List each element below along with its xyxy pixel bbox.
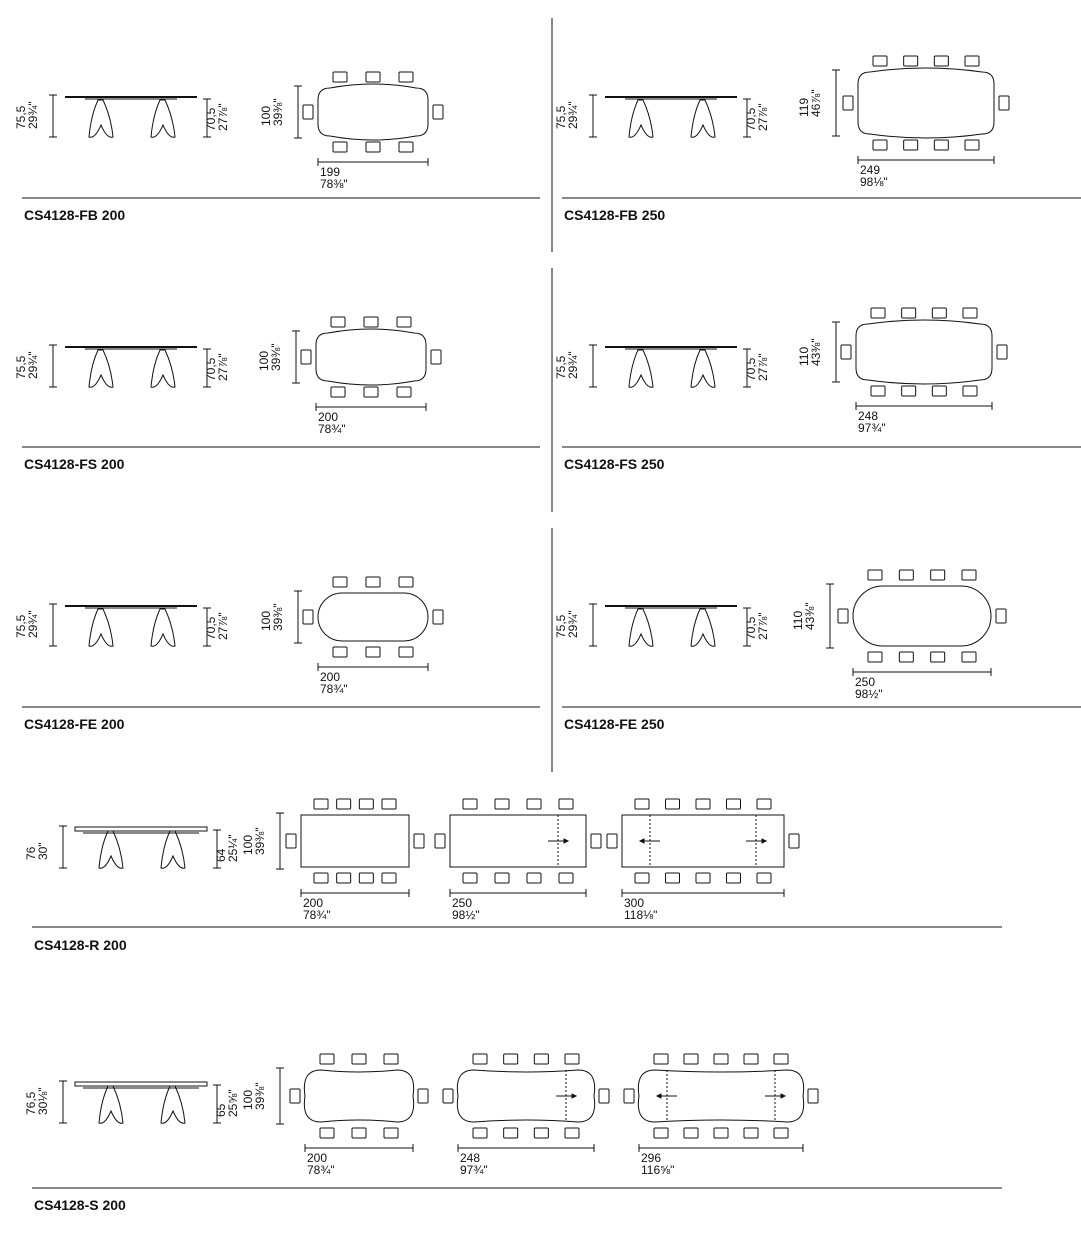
chair-symbol [495,873,509,883]
chair-symbol [838,609,848,623]
product-code-title: CS4128-FE 200 [24,716,125,732]
chair-symbol [963,386,977,396]
chair-symbol [843,96,853,110]
length-label-metric: 248 [858,409,879,423]
chair-symbol [744,1054,758,1064]
length-label-imperial: 97¾" [858,421,886,435]
length-label-imperial: 116⅝" [641,1163,675,1177]
chair-symbol [999,96,1009,110]
chair-symbol [333,577,347,587]
chair-symbol [714,1128,728,1138]
leg-height-label-metric: 70,5 [204,357,218,381]
table-top [75,1082,207,1086]
total-height-label-imperial: 29¾" [566,101,580,129]
chair-symbol [333,647,347,657]
product-code-title: CS4128-FE 250 [564,716,665,732]
leg-height-label-metric: 65 [214,1103,228,1117]
length-label-metric: 200 [318,410,339,424]
table-width-label-imperial: 43⅜" [803,602,817,630]
extension-arrowhead [762,839,766,843]
product-code-title: CS4128-R 200 [34,937,127,953]
total-height-label-metric: 75,5 [554,105,568,129]
product-panel-1 [14,72,540,223]
product-panel-8 [24,1054,1002,1213]
table-leg-2 [151,100,175,137]
table-plan-outline [856,320,992,384]
chair-symbol [384,1128,398,1138]
chair-symbol [333,72,347,82]
product-code-title: CS4128-FS 200 [24,456,125,472]
extension-arrowhead [781,1094,785,1098]
table-width-label-imperial: 39⅜" [253,827,267,855]
length-label-imperial: 78¾" [303,908,331,922]
chair-symbol [599,1089,609,1103]
product-panel-7 [24,799,1002,953]
chair-symbol [320,1128,334,1138]
chair-symbol [757,799,771,809]
leg-height-label-metric: 70,5 [744,357,758,381]
total-height-label-metric: 76,5 [24,1091,38,1115]
table-leg-1 [629,350,653,387]
product-panel-5 [14,577,540,732]
chair-symbol [696,799,710,809]
product-code-title: CS4128-FS 250 [564,456,665,472]
chair-symbol [624,1089,634,1103]
product-panel-6 [554,570,1081,732]
table-width-label-metric: 110 [797,346,811,366]
length-label-metric: 296 [641,1151,662,1165]
chair-symbol [873,56,887,66]
chair-symbol [504,1128,518,1138]
chair-symbol [727,799,741,809]
total-height-label-imperial: 30" [36,842,50,860]
chair-symbol [899,570,913,580]
total-height-label-imperial: 29¾" [566,351,580,379]
chair-symbol [384,1054,398,1064]
leg-height-label-imperial: 27⅞" [756,612,770,640]
length-label-metric: 200 [303,896,324,910]
table-plan-outline [301,815,409,867]
total-height-label-imperial: 29¾" [26,101,40,129]
table-width-label-metric: 100 [259,610,273,631]
total-height-label-imperial: 29¾" [26,351,40,379]
length-label-metric: 300 [624,896,645,910]
table-width-label-imperial: 39⅜" [253,1082,267,1110]
table-width-label-metric: 100 [241,834,255,855]
leg-height-label-imperial: 25⅝" [226,1089,240,1117]
total-height-label-metric: 75,5 [14,614,28,638]
chair-symbol [871,308,885,318]
leg-height-label-metric: 70,5 [744,616,758,640]
chair-symbol [714,1054,728,1064]
chair-symbol [418,1089,428,1103]
table-leg-2 [691,350,715,387]
chair-symbol [337,873,351,883]
table-width-label-imperial: 46⅞" [809,89,823,117]
length-label-metric: 200 [320,670,341,684]
total-height-label-imperial: 29¾" [566,610,580,638]
chair-symbol [397,317,411,327]
chair-symbol [904,140,918,150]
chair-symbol [559,799,573,809]
product-panel-4 [554,308,1081,472]
length-label-metric: 200 [307,1151,328,1165]
total-height-label-metric: 76 [24,846,38,860]
chair-symbol [382,873,396,883]
chair-symbol [286,834,296,848]
chair-symbol [684,1054,698,1064]
table-plan-outline [318,84,428,140]
chair-symbol [473,1054,487,1064]
length-label-metric: 199 [320,165,341,179]
leg-height-label-metric: 70,5 [204,616,218,640]
chair-symbol [303,610,313,624]
chair-symbol [534,1054,548,1064]
chair-symbol [495,799,509,809]
chair-symbol [303,105,313,119]
chair-symbol [366,72,380,82]
chair-symbol [366,577,380,587]
chair-symbol [565,1054,579,1064]
table-leg-2 [151,609,175,646]
chair-symbol [635,873,649,883]
chair-symbol [366,647,380,657]
table-width-label-metric: 110 [791,610,805,630]
table-leg-1 [99,1086,123,1123]
chair-symbol [399,142,413,152]
chair-symbol [904,56,918,66]
chair-symbol [774,1054,788,1064]
chair-symbol [899,652,913,662]
chair-symbol [534,1128,548,1138]
length-label-imperial: 78¾" [320,682,348,696]
table-width-label-imperial: 39⅜" [271,98,285,126]
chair-symbol [559,873,573,883]
leg-height-label-imperial: 27⅞" [756,103,770,131]
product-code-title: CS4128-S 200 [34,1197,126,1213]
chair-symbol [331,387,345,397]
chair-symbol [666,799,680,809]
chair-symbol [359,873,373,883]
leg-height-label-metric: 70,5 [744,107,758,131]
length-label-metric: 250 [855,675,876,689]
leg-height-label-imperial: 27⅞" [216,103,230,131]
chair-symbol [399,72,413,82]
chair-symbol [463,873,477,883]
table-leg-1 [89,609,113,646]
chair-symbol [962,570,976,580]
chair-symbol [607,834,617,848]
length-label-imperial: 98½" [855,687,883,701]
table-plan-outline [858,68,994,138]
table-leg-1 [629,100,653,137]
length-label-imperial: 98½" [452,908,480,922]
chair-symbol [902,308,916,318]
chair-symbol [934,140,948,150]
chair-symbol [290,1089,300,1103]
total-height-label-imperial: 30⅛" [36,1087,50,1115]
chair-symbol [868,570,882,580]
chair-symbol [902,386,916,396]
length-label-imperial: 78¾" [307,1163,335,1177]
chair-symbol [666,873,680,883]
length-label-imperial: 97¾" [460,1163,488,1177]
chair-symbol [965,56,979,66]
table-width-label-metric: 100 [259,105,273,126]
chair-symbol [364,387,378,397]
extension-arrowhead [572,1094,576,1098]
chair-symbol [433,105,443,119]
chair-symbol [997,345,1007,359]
table-leg-1 [629,609,653,646]
chair-symbol [873,140,887,150]
chair-symbol [868,652,882,662]
product-panel-2 [554,56,1081,223]
chair-symbol [333,142,347,152]
chair-symbol [931,652,945,662]
leg-height-label-metric: 70,5 [204,107,218,131]
table-width-label-metric: 100 [241,1089,255,1110]
table-plan-outline [316,329,426,385]
chair-symbol [433,610,443,624]
total-height-label-metric: 75,5 [14,105,28,129]
chair-symbol [684,1128,698,1138]
table-leg-2 [691,100,715,137]
table-plan-outline [304,1070,413,1122]
leg-height-label-imperial: 25¼" [226,834,240,862]
chair-symbol [504,1054,518,1064]
chair-symbol [359,799,373,809]
length-label-imperial: 98⅛" [860,175,888,189]
table-width-label-metric: 100 [257,350,271,371]
chair-symbol [443,1089,453,1103]
length-label-imperial: 118⅛" [624,908,658,922]
total-height-label-metric: 75,5 [554,355,568,379]
table-width-label-imperial: 39⅜" [271,603,285,631]
total-height-label-metric: 75,5 [554,614,568,638]
total-height-label-imperial: 29¾" [26,610,40,638]
chair-symbol [565,1128,579,1138]
chair-symbol [841,345,851,359]
length-label-metric: 249 [860,163,881,177]
chair-symbol [871,386,885,396]
table-leg-2 [691,609,715,646]
chair-symbol [744,1128,758,1138]
table-leg-1 [89,350,113,387]
chair-symbol [931,570,945,580]
total-height-label-metric: 75,5 [14,355,28,379]
table-leg-2 [161,831,185,868]
table-plan-outline [853,586,991,646]
chair-symbol [337,799,351,809]
chair-symbol [431,350,441,364]
product-code-title: CS4128-FB 250 [564,207,666,223]
table-width-label-imperial: 39⅜" [269,343,283,371]
chair-symbol [696,873,710,883]
leg-height-label-imperial: 27⅞" [216,353,230,381]
chair-symbol [808,1089,818,1103]
chair-symbol [352,1054,366,1064]
table-leg-2 [151,350,175,387]
leg-height-label-imperial: 27⅞" [216,612,230,640]
chair-symbol [435,834,445,848]
length-label-metric: 250 [452,896,473,910]
leg-height-label-metric: 64 [214,848,228,862]
leg-height-label-imperial: 27⅞" [756,353,770,381]
extension-arrowhead [564,839,568,843]
chair-symbol [774,1128,788,1138]
chair-symbol [414,834,424,848]
product-code-title: CS4128-FB 200 [24,207,126,223]
chair-symbol [591,834,601,848]
chair-symbol [397,387,411,397]
table-leg-2 [161,1086,185,1123]
chair-symbol [965,140,979,150]
table-width-label-metric: 119 [797,97,811,117]
table-width-label-imperial: 43⅜" [809,338,823,366]
chair-symbol [962,652,976,662]
chair-symbol [727,873,741,883]
chair-symbol [399,647,413,657]
chair-symbol [366,142,380,152]
chair-symbol [463,799,477,809]
product-panel-3 [14,317,540,472]
chair-symbol [301,350,311,364]
chair-symbol [789,834,799,848]
chair-symbol [364,317,378,327]
length-label-imperial: 78¾" [318,422,346,436]
chair-symbol [757,873,771,883]
chair-symbol [635,799,649,809]
chair-symbol [399,577,413,587]
chair-symbol [932,386,946,396]
chair-symbol [352,1128,366,1138]
chair-symbol [527,799,541,809]
chair-symbol [527,873,541,883]
extension-arrowhead [657,1094,661,1098]
extension-arrowhead [640,839,644,843]
chair-symbol [382,799,396,809]
chair-symbol [654,1054,668,1064]
chair-symbol [473,1128,487,1138]
table-leg-1 [89,100,113,137]
chair-symbol [314,873,328,883]
chair-symbol [996,609,1006,623]
chair-symbol [934,56,948,66]
chair-symbol [654,1128,668,1138]
chair-symbol [932,308,946,318]
table-leg-1 [99,831,123,868]
chair-symbol [314,799,328,809]
chair-symbol [320,1054,334,1064]
length-label-imperial: 78⅜" [320,177,348,191]
chair-symbol [331,317,345,327]
table-top [75,827,207,831]
length-label-metric: 248 [460,1151,481,1165]
chair-symbol [963,308,977,318]
table-plan-outline [318,593,428,641]
